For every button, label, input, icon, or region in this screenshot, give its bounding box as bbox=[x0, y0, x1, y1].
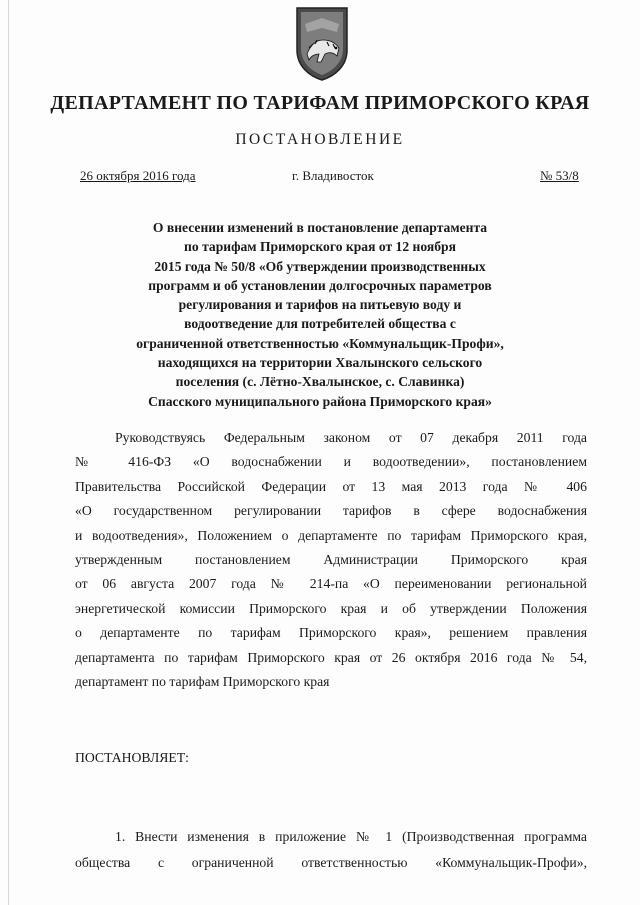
subject-line: поселения (с. Лётно-Хвалынское, с. Славинка) bbox=[175, 374, 465, 390]
preamble-line: о департаменте по тарифам Приморского края», решением правления bbox=[75, 625, 587, 641]
preamble-line: Правительства Российской Федерации от 13 мая 2013 года № 406 bbox=[75, 478, 587, 494]
point-1-paragraph bbox=[75, 824, 587, 876]
resolves-heading: ПОСТАНОВЛЯЕТ: bbox=[75, 750, 189, 765]
document-date: 26 октября 2016 года bbox=[80, 168, 196, 183]
subject-line: программ и об установлении долгосрочных параметров bbox=[148, 277, 492, 293]
document-city: г. Владивосток bbox=[292, 168, 374, 183]
subject-line: водоотведение для потребителей общества с bbox=[184, 316, 456, 332]
preamble-line: и водоотведения», Положением о департаменте по тарифам Приморского края, bbox=[75, 527, 587, 543]
preamble-line: № 416-ФЗ «О водоснабжении и водоотведении», постановлением bbox=[75, 454, 587, 470]
preamble-line: Руководствуясь Федеральным законом от 07 декабря 2011 года bbox=[115, 430, 587, 445]
subject-line: находящихся на территории Хвалынского сельского bbox=[157, 355, 483, 371]
document-type: ПОСТАНОВЛЕНИЕ bbox=[235, 131, 405, 148]
subject-line: регулирования и тарифов на питьевую воду и bbox=[178, 297, 462, 313]
preamble-paragraph bbox=[75, 426, 587, 694]
department-title: ДЕПАРТАМЕНТ ПО ТАРИФАМ ПРИМОРСКОГО КРАЯ bbox=[50, 92, 590, 114]
preamble-line: департамент по тарифам Приморского края bbox=[75, 673, 330, 689]
preamble-line: от 06 августа 2007 года № 214-па «О переименовании региональной bbox=[75, 576, 587, 592]
coat-of-arms-icon bbox=[293, 4, 351, 82]
point-line: 1. Внести изменения в приложение № 1 (Производственная программа bbox=[115, 829, 587, 844]
document-number: № 53/8 bbox=[540, 168, 579, 183]
subject-line: 2015 года № 50/8 «Об утверждении производственных bbox=[154, 258, 486, 274]
subject-line: Спасского муниципального района Приморского края» bbox=[148, 393, 492, 409]
point-line: общества с ограниченной ответственностью «Коммунальщик-Профи», bbox=[75, 855, 587, 870]
subject-line: по тарифам Приморского края от 12 ноября bbox=[184, 239, 456, 255]
preamble-line: энергетической комиссии Приморского края и об утверждении Положения bbox=[75, 600, 587, 616]
preamble-line: «О государственном регулировании тарифов в сфере водоснабжения bbox=[75, 503, 587, 519]
document-subject bbox=[120, 218, 520, 411]
preamble-line: утвержденным постановлением Администрации Приморского края bbox=[75, 551, 587, 567]
subject-line: ограниченной ответственностью «Коммунальщик-Профи», bbox=[136, 335, 504, 351]
subject-line: О внесении изменений в постановление департамента bbox=[152, 220, 488, 235]
preamble-line: департамента по тарифам Приморского края от 26 октября 2016 года № 54, bbox=[75, 649, 587, 665]
